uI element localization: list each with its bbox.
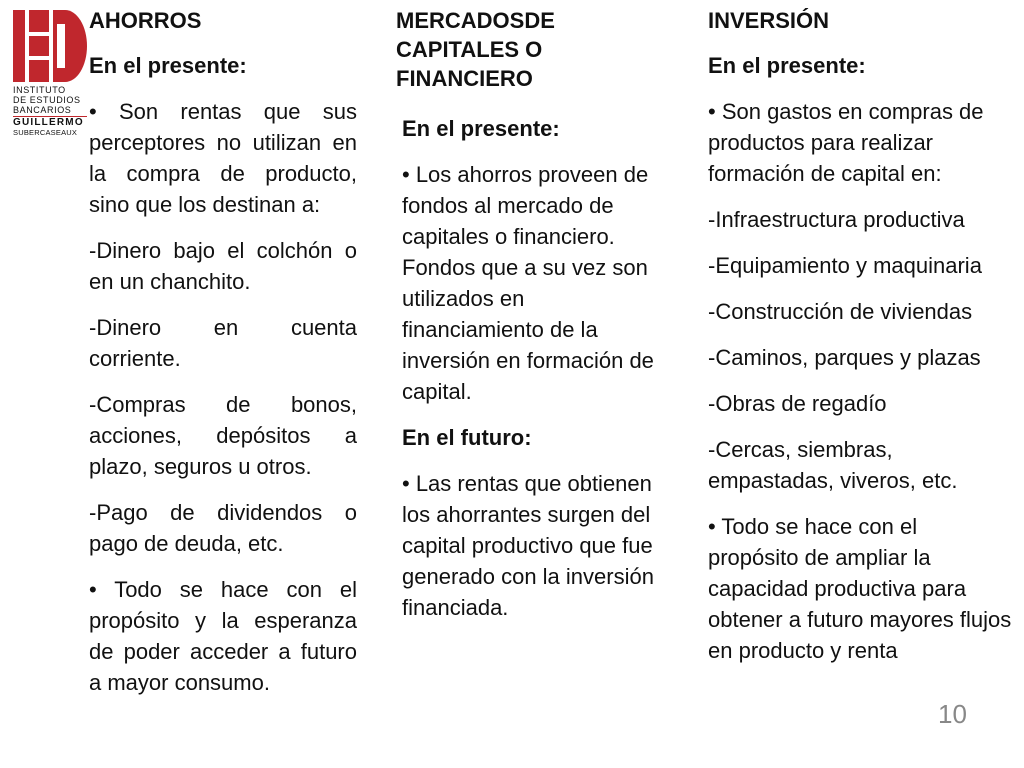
- inversion-paragraph: -Construcción de viviendas: [708, 299, 973, 324]
- logo-line-bancarios: BANCARIOS: [13, 105, 72, 115]
- inversion-paragraph: • Son gastos en compras de productos para realizar formación de capital en:: [708, 99, 984, 186]
- page-number: 10: [938, 699, 967, 729]
- logo-line-subercaseaux: SUBERCASEAUX: [13, 128, 78, 137]
- mercados-subtitle-present: En el presente:: [402, 116, 560, 141]
- ahorros-paragraph: • Todo se hace con el propósito y la esperanza de poder acceder a futuro a mayor consumo.: [89, 577, 357, 695]
- logo-line-guillermo: GUILLERMO: [13, 117, 84, 128]
- inversion-subtitle: En el presente:: [708, 53, 866, 78]
- logo-line-estudios: DE ESTUDIOS: [13, 95, 81, 105]
- inversion-title: INVERSIÓN: [708, 8, 830, 33]
- logo-line-instituto: INSTITUTO: [13, 85, 66, 95]
- ahorros-paragraph: • Son rentas que sus perceptores no utilizan en la compra de producto, sino que los destinan a:: [89, 99, 357, 217]
- ahorros-paragraph: -Compras de bonos, acciones, depósitos a plazo, seguros u otros.: [89, 392, 357, 479]
- ahorros-paragraph: -Dinero en cuenta corriente.: [89, 315, 357, 371]
- mercados-title-line: MERCADOSDE: [396, 8, 555, 33]
- inversion-paragraph: -Obras de regadío: [708, 391, 887, 416]
- column-mercados: [396, 6, 672, 638]
- inversion-paragraph: -Infraestructura productiva: [708, 207, 965, 232]
- ieb-logo-icon: [13, 10, 87, 82]
- mercados-future-text: • Las rentas que obtienen los ahorrantes surgen del capital productivo que fue generado con la inversión financiada.: [402, 471, 654, 620]
- ahorros-title: AHORROS: [89, 8, 202, 33]
- mercados-subtitle-future: En el futuro:: [402, 425, 532, 450]
- mercados-title-line: CAPITALES O: [396, 37, 543, 62]
- mercados-present-text: • Los ahorros proveen de fondos al mercado de capitales o financiero. Fondos que a su vez son utilizados en financiamiento de la inversión en formación de capital.: [402, 162, 654, 404]
- inversion-paragraph: • Todo se hace con el propósito de ampliar la capacidad productiva para obtener a futuro mayores flujos en producto y renta: [708, 514, 1012, 663]
- column-inversion: [708, 6, 1013, 681]
- inversion-paragraph: -Cercas, siembras, empastadas, viveros, etc.: [708, 437, 958, 493]
- ahorros-subtitle: En el presente:: [89, 53, 247, 78]
- ahorros-paragraph: -Pago de dividendos o pago de deuda, etc.: [89, 500, 357, 556]
- ahorros-paragraph: -Dinero bajo el colchón o en un chanchito.: [89, 238, 357, 294]
- mercados-body: [396, 113, 672, 623]
- mercados-title-line: FINANCIERO: [396, 66, 533, 91]
- logo-text: [13, 85, 87, 138]
- mercados-title: [396, 6, 672, 93]
- institute-logo: [13, 10, 87, 138]
- column-ahorros: [89, 6, 357, 713]
- inversion-paragraph: -Equipamiento y maquinaria: [708, 253, 982, 278]
- inversion-paragraph: -Caminos, parques y plazas: [708, 345, 981, 370]
